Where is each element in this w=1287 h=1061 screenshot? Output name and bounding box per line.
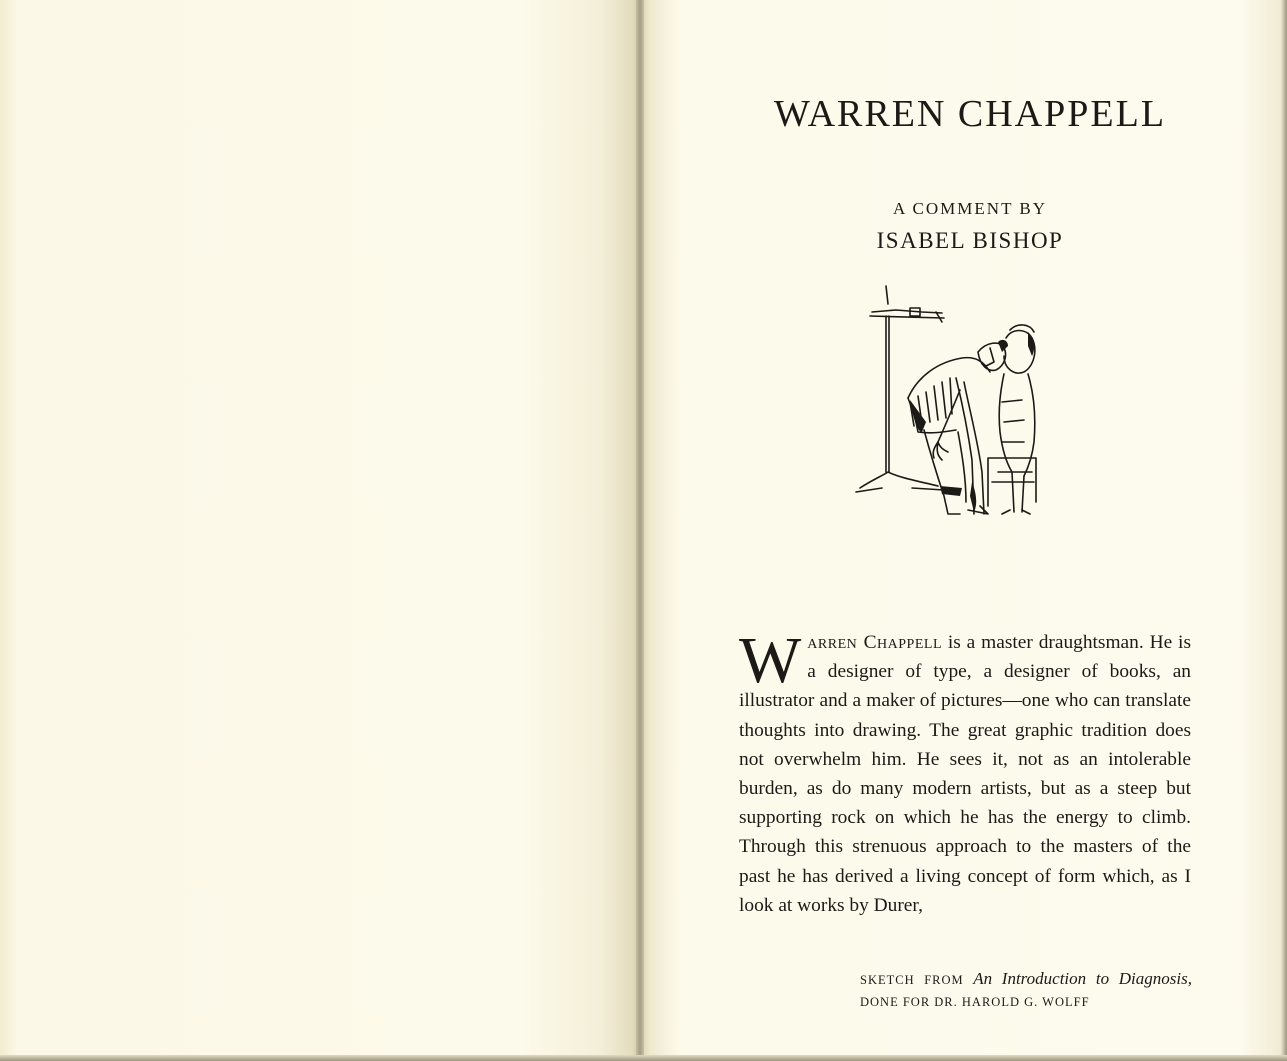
author-name: ISABEL BISHOP bbox=[876, 228, 1064, 253]
paragraph-text: is a master draughtsman. He is a designer of type, a designer of books, an illustrator and a maker of pictures—one who can translate thoughts into drawing. The great graphic tradition does not overwhelm him. He sees it, not as an intolerable burden, as do many modern artists, but as a steep but supporting rock on which he has the energy to climb. Through this strenuous approach to the masters of the past he has derived a living concept of form which, as I look at works by Durer, bbox=[739, 632, 1191, 916]
caption-prefix: SKETCH FROM bbox=[860, 973, 974, 987]
doctor-sketch-illustration bbox=[852, 282, 1040, 518]
comment-by-label: A COMMENT BY bbox=[892, 199, 1048, 218]
left-page-blank bbox=[0, 0, 640, 1061]
essay-opening-paragraph bbox=[739, 624, 1191, 920]
caption-book-title: An Introduction to Diagnosis, bbox=[973, 969, 1192, 988]
caption-suffix: DONE FOR DR. HAROLD G. WOLFF bbox=[860, 995, 1090, 1009]
book-gutter bbox=[636, 0, 644, 1061]
page-edge-bottom bbox=[0, 1055, 1287, 1061]
lead-in-smallcaps: arren Chappell bbox=[807, 632, 942, 653]
page-title: WARREN CHAPPELL bbox=[773, 93, 1167, 135]
page-edge-right bbox=[1281, 0, 1287, 1061]
drop-cap: W bbox=[739, 624, 802, 697]
illustration-caption bbox=[860, 968, 1192, 1013]
